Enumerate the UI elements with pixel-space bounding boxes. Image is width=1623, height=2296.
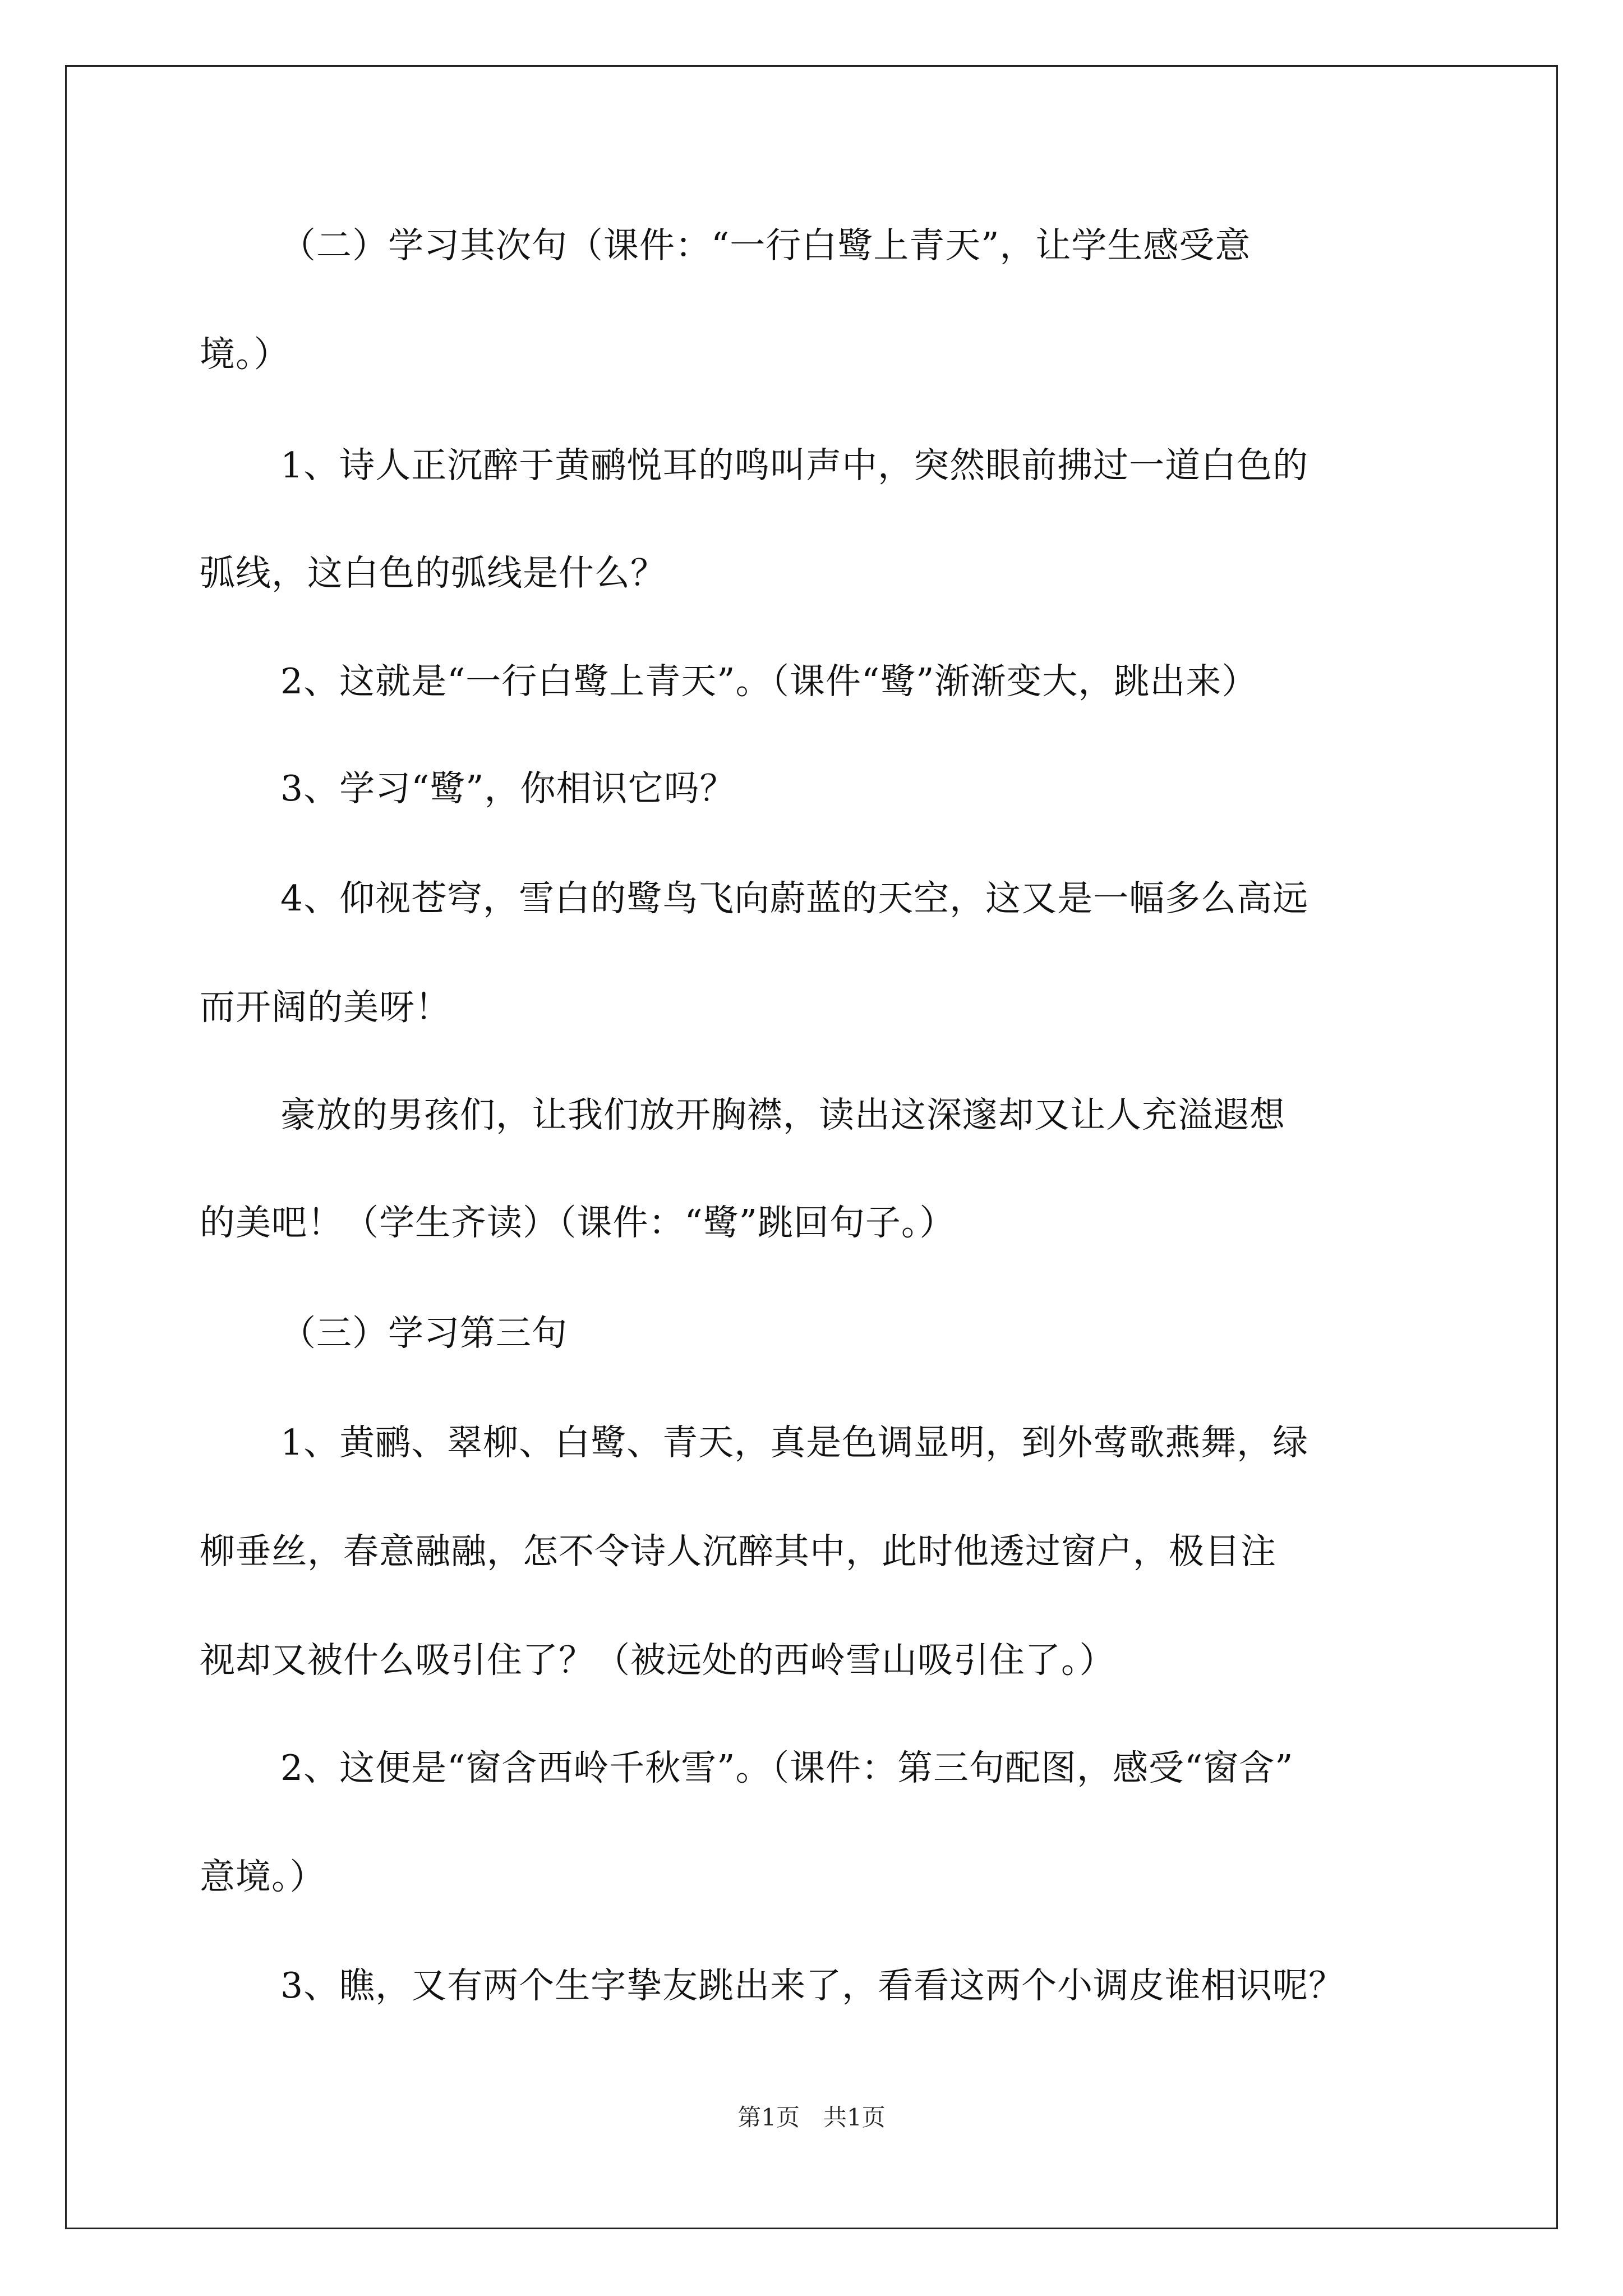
page-footer: 第1页 共1页 xyxy=(737,2104,886,2131)
paragraph-line: 的美吧！（学生齐读）（课件：“鹭”跳回句子。） xyxy=(200,1202,956,1243)
paragraph-line: 柳垂丝，春意融融，怎不令诗人沉醉其中，此时他透过窗户，极目注 xyxy=(200,1531,1276,1572)
paragraph-line: 意境。） xyxy=(200,1856,326,1897)
paragraph-line: 弧线，这白色的弧线是什么？ xyxy=(200,553,666,593)
paragraph-line: 2、这便是“窗含西岭千秋雪”。（课件：第三句配图，感受“窗含” xyxy=(280,1747,1294,1788)
paragraph-line: 1、黄鹂、翠柳、白鹭、青天，真是色调显明，到外莺歌燕舞，绿 xyxy=(280,1422,1309,1463)
paragraph-line: 3、学习“鹭”，你相识它吗？ xyxy=(280,768,736,809)
paragraph-line: 豪放的男孩们，让我们放开胸襟，读出这深邃却又让人充溢遐想 xyxy=(280,1094,1285,1135)
paragraph-line: 3、瞧，又有两个生字挚友跳出来了，看看这两个小调皮谁相识呢？ xyxy=(280,1965,1345,2006)
paragraph-line: （二）学习其次句（课件：“一行白鹭上青天”，让学生感受意 xyxy=(280,225,1251,266)
paragraph-line: 而开阔的美呀！ xyxy=(200,987,451,1028)
paragraph-line: 视却又被什么吸引住了？（被远处的西岭雪山吸引住了。） xyxy=(200,1640,1115,1681)
paragraph-line: 1、诗人正沉醉于黄鹂悦耳的鸣叫声中，突然眼前拂过一道白色的 xyxy=(280,445,1309,486)
paragraph-line: 2、这就是“一行白鹭上青天”。（课件“鹭”渐渐变大，跳出来） xyxy=(280,661,1258,702)
paragraph-line: 境。） xyxy=(200,334,290,375)
paragraph-line: 4、仰视苍穹，雪白的鹭鸟飞向蔚蓝的天空，这又是一幅多么高远 xyxy=(280,878,1309,919)
paragraph-line: （三）学习第三句 xyxy=(280,1313,568,1354)
